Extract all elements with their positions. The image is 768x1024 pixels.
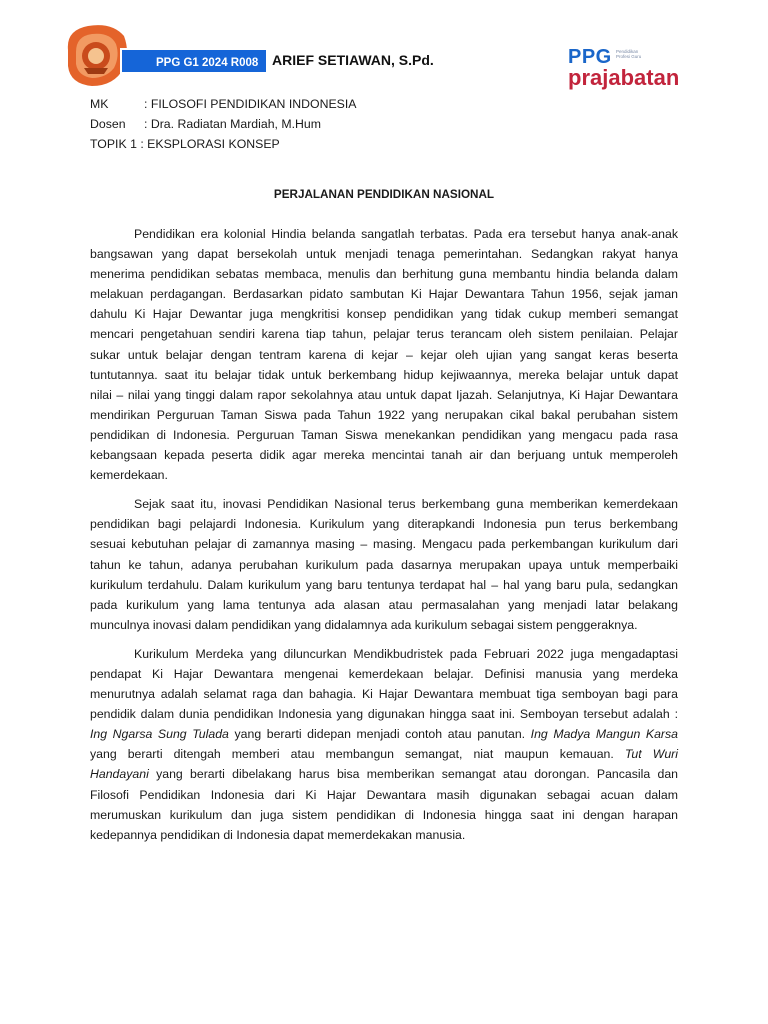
paragraph-line: sukar untuk belajar dengan tentram karena di kejar – kejar oleh ujian yang sangat keras beserta [90,347,678,362]
lecturer-row [90,114,357,134]
document-title: PERJALANAN PENDIDIKAN NASIONAL [273,188,495,201]
document-body [90,224,678,854]
lecturer-value: : Dra. Radiatan Mardiah, M.Hum [144,117,322,131]
course-value: : FILOSOFI PENDIDIKAN INDONESIA [144,97,357,111]
topic-row [90,134,357,154]
brand-tagline: Pendidikan Profesi Guru [616,49,642,59]
paragraph-1 [90,224,678,485]
paragraph-line: Pendidikan era kolonial Hindia belanda sangatlah terbatas. Pada era tersebut hanya anak-anak [134,227,678,241]
paragraph-line: menurutnya adalah selamat raga dan bahagia. Ki Hajar Dewantara membuat tiga semboyan bagi para [90,687,678,702]
brand-ppg-text: PPG [568,46,612,68]
paragraph-line: pendidikan di Indonesia. Perguruan Taman Siswa menekankan pendidikan yang mengacu pada rasa [90,427,678,442]
ppg-prajabatan-logo [568,46,683,94]
paragraph-line: kemerdekaan. [90,468,168,483]
paragraph-line: mencari pengetahuan sendiri karena tiap tahun, pelajar terus terancam oleh sistem penilaian. Pelajar [90,327,678,342]
motto-meaning: yang berarti didepan menjadi contoh atau panutan. [228,727,531,742]
paragraph-line: Kurikulum Merdeka yang diluncurkan Mendikbudristek pada Februari 2022 juga mengadaptasi [134,646,678,661]
paragraph-line: pendapat Ki Hajar Dewantara mengenai kemerdekaan belajar. Definisi manusia yang merdeka [90,666,678,681]
paragraph-line: kebangsaan kepada peserta didik agar mereka mencintai tanah air dan berjuang untuk memperoleh [90,448,678,463]
motto-text: Handayani [90,767,149,782]
motto-text: Ing Madya Mangun Karsa [530,727,678,742]
paragraph-line: tuntutannya. saat itu belajar tidak untuk berkembang hidup kejiwaannya, mereka belajar untuk dapat [90,367,678,382]
course-info [90,94,357,154]
paragraph-line: nilai – nilai yang tinggi dalam rapor sekolahnya atau untuk dapat Ijazah. Selanjutnya, Ki Hajar Dewantara [90,387,678,402]
paragraph-line: Filosofi Pendidikan Indonesia dari Ki Hajar Dewantara masih digunakan sebagai acuan dalam [90,787,678,802]
paragraph-line: bangsawan yang dapat bersekolah untuk menjadi tenaga pemerintahan. Sedangkan rakyat hanya [90,247,678,262]
paragraph-line [90,764,678,784]
paragraph-line [90,724,678,744]
paragraph-line: kurikulum terdahulu. Dalam kurikulum yang baru tentunya terdapat hal – hal yang baru pula, sedangkan [90,577,678,592]
paragraph-3 [90,644,678,845]
course-row [90,94,357,114]
paragraph-line: pendidik dalam dunia pendidikan Indonesia yang digunakan hingga saat ini. Semboyan tersebut adalah : [90,707,678,722]
motto-text: Ing Ngarsa Sung Tulada [90,727,229,742]
course-label: MK [90,97,109,111]
paragraph-2 [90,494,678,635]
paragraph-line [90,744,678,764]
lecturer-label: Dosen [90,117,126,131]
motto-text: Tut Wuri [624,747,678,762]
motto-meaning: yang berarti dibelakang harus bisa memberikan semangat atau dorongan. Pancasila dan [148,767,678,782]
paragraph-line: dahulu Ki Hajar Dewantar juga mengkritisi konsep pendidikan yang tidak cukup memberi semangat [90,307,678,322]
paragraph-line: kedepannya pendidikan di Indonesia dapat memerdekakan manusia. [90,827,466,842]
paragraph-line: munculnya inovasi dalam pendidikan yang didalamnya ada kurikulum sebagai sistem penggeraknya. [90,617,638,632]
document-header [0,0,768,100]
paragraph-line: Sejak saat itu, inovasi Pendidikan Nasional terus berkembang guna memberikan kemerdekaan [134,497,678,512]
participant-id-badge: PPG G1 2024 R008 [120,48,268,74]
paragraph-line: pendidikan bagi pelajardi Indonesia. Kurikulum yang diterapkandi Indonesia pun terus berkembang [90,517,678,532]
topic-text: TOPIK 1 : EKSPLORASI KONSEP [90,137,280,151]
paragraph-line: sesuai kebutuhan pelajar di zamannya masing – masing. Mengacu pada perkembangan kurikulum dari [90,537,678,552]
paragraph-line: tahun ke tahun, adanya perubahan kurikulum pada dasarnya merupakan upaya untuk memperbaiki [90,557,678,572]
paragraph-line: menerima pendidikan sebatas membaca, menulis dan berhitung guna membantu hindia belanda dalam [90,267,678,282]
paragraph-line: merumuskan kurikulum dan juga sistem pendidikan di Indonesia hingga saat ini dengan harapan [90,807,678,822]
brand-prajabatan-text: prajabatan [568,65,680,90]
author-name: ARIEF SETIAWAN, S.Pd. [272,52,434,68]
motto-meaning: yang berarti ditengah memberi atau membangun semangat, niat maupun kemauan. [90,747,625,762]
paragraph-line: melakuan perdagangan. Berdasarkan pidato sambutan Ki Hajar Dewantara Tahun 1956, sejak jaman [90,287,678,302]
paragraph-line: pada kurikulum yang lama tentunya ada alasan atau permasalahan yang menjadi latar belakang [90,597,678,612]
paragraph-line: mendirikan Perguruan Taman Siswa pada Tahun 1922 yang nerupakan cikal bakal perubahan sistem [90,407,678,422]
